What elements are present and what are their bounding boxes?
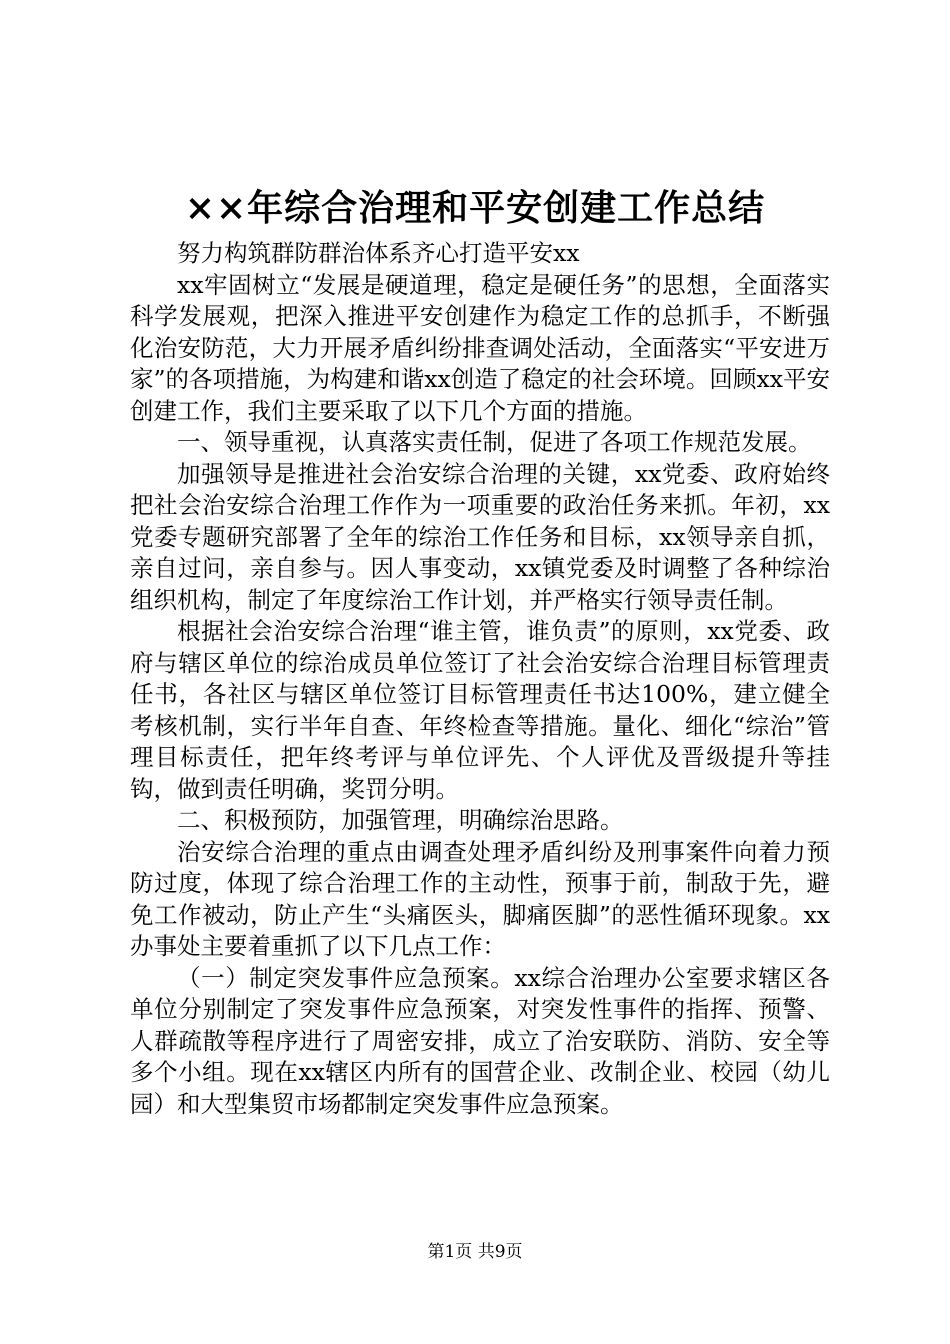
paragraph-prevention: 治安综合治理的重点由调查处理矛盾纠纷及刑事案件向着力预防过度，体现了综合治理工作的主动性，预事于前，制敌于先，避免工作被动，防止产生“头痛医头，脚痛医脚”的恶性循环现象。xx办事处主要着重抓了以下几点工作： <box>130 837 830 960</box>
paragraph-responsibility: 根据社会治安综合治理“谁主管，谁负责”的原则，xx党委、政府与辖区单位的综治成员单位签订了社会治安综合治理目标管理责任书，各社区与辖区单位签订目标管理责任书达100%，建立健全考核机制，实行半年自查、年终检查等措施。量化、细化“综治”管理目标责任，把年终考评与单位评先、个人评优及晋级提升等挂钩，做到责任明确，奖罚分明。 <box>130 617 830 803</box>
paragraph-leadership: 加强领导是推进社会治安综合治理的关键，xx党委、政府始终把社会治安综合治理工作作为一项重要的政治任务来抓。年初，xx党委专题研究部署了全年的综治工作任务和目标，xx领导亲自抓，亲自过问，亲自参与。因人事变动，xx镇党委及时调整了各种综治组织机构，制定了年度综治工作计划，并严格实行领导责任制。 <box>130 459 830 614</box>
page-number-footer: 第1页 共9页 <box>427 1242 523 1262</box>
section-heading-2: 二、积极预防，加强管理，明确综治思路。 <box>177 806 624 834</box>
section-heading-1: 一、领导重视，认真落实责任制，促进了各项工作规范发展。 <box>177 428 812 456</box>
paragraph-intro: xx牢固树立“发展是硬道理，稳定是硬任务”的思想，全面落实科学发展观，把深入推进平安创建作为稳定工作的总抓手，不断强化治安防范，大力开展矛盾纠纷排查调处活动，全面落实“平安进万家”的各项措施，为构建和谐xx创造了稳定的社会环境。回顾xx平安创建工作，我们主要采取了以下几个方面的措施。 <box>130 270 830 425</box>
document-body <box>130 238 830 1120</box>
paragraph-emergency-plan: （一）制定突发事件应急预案。xx综合治理办公室要求辖区各单位分别制定了突发事件应急预案，对突发性事件的指挥、预警、人群疏散等程序进行了周密安排，成立了治安联防、消防、安全等多个小组。现在xx辖区内所有的国营企业、改制企业、校园（幼儿园）和大型集贸市场都制定突发事件应急预案。 <box>130 963 830 1118</box>
document-title: ××年综合治理和平安创建工作总结 <box>184 187 766 229</box>
paragraph-subtitle: 努力构筑群防群治体系齐心打造平安xx <box>177 239 580 267</box>
